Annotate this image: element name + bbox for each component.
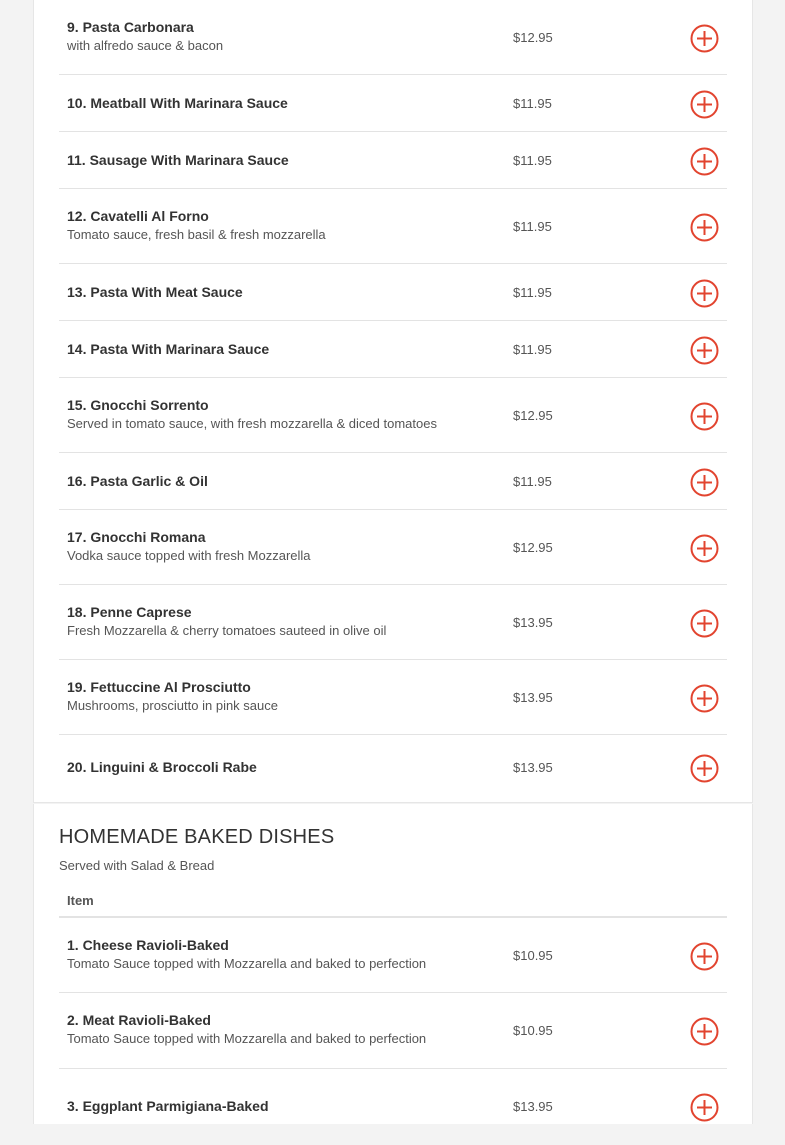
menu-item-description: Served in tomato sauce, with fresh mozzarella & diced tomatoes [67, 416, 437, 431]
menu-item-name: 18. Penne Caprese [67, 604, 192, 620]
menu-item-row[interactable] [59, 660, 727, 735]
menu-item-row[interactable] [59, 75, 727, 132]
menu-item-price: $12.95 [513, 30, 553, 45]
menu-item-description: Tomato Sauce topped with Mozzarella and baked to perfection [67, 956, 427, 971]
plus-circle-icon [690, 1017, 719, 1046]
menu-item-row[interactable] [59, 321, 727, 378]
menu-item-name: 12. Cavatelli Al Forno [67, 208, 209, 224]
menu-item-price: $11.95 [513, 219, 552, 234]
plus-circle-icon [690, 609, 719, 638]
plus-circle-icon [690, 147, 719, 176]
add-to-order-button[interactable] [690, 754, 719, 783]
plus-circle-icon [690, 684, 719, 713]
menu-item-name: 10. Meatball With Marinara Sauce [67, 95, 288, 111]
menu-item-description: Tomato sauce, fresh basil & fresh mozzarella [67, 227, 326, 242]
plus-circle-icon [690, 213, 719, 242]
plus-circle-icon [690, 468, 719, 497]
column-header [59, 888, 727, 918]
add-to-order-button[interactable] [690, 468, 719, 497]
menu-item-name: 14. Pasta With Marinara Sauce [67, 341, 270, 357]
menu-item-price: $12.95 [513, 540, 553, 555]
menu-item-name: 16. Pasta Garlic & Oil [67, 473, 208, 489]
section-title: HOMEMADE BAKED DISHES [59, 826, 335, 848]
menu-item-row[interactable] [59, 993, 727, 1069]
menu-item-description: Fresh Mozzarella & cherry tomatoes sauteed in olive oil [67, 623, 387, 638]
menu-item-price: $10.95 [513, 1023, 553, 1038]
menu-item-row[interactable] [59, 735, 727, 801]
menu-item-price: $11.95 [513, 96, 552, 111]
menu-item-name: 1. Cheese Ravioli-Baked [67, 937, 229, 953]
menu-item-name: 11. Sausage With Marinara Sauce [67, 152, 289, 168]
add-to-order-button[interactable] [690, 213, 719, 242]
column-header-item: Item [67, 893, 94, 908]
menu-item-price: $13.95 [513, 690, 553, 705]
add-to-order-button[interactable] [690, 1093, 719, 1122]
menu-item-name: 20. Linguini & Broccoli Rabe [67, 759, 257, 775]
add-to-order-button[interactable] [690, 336, 719, 365]
add-to-order-button[interactable] [690, 684, 719, 713]
menu-item-name: 19. Fettuccine Al Prosciutto [67, 679, 251, 695]
menu-section-baked [33, 804, 753, 1124]
plus-circle-icon [690, 942, 719, 971]
plus-circle-icon [690, 1093, 719, 1122]
menu-item-row[interactable] [59, 585, 727, 660]
add-to-order-button[interactable] [690, 147, 719, 176]
menu-item-row[interactable] [59, 918, 727, 993]
plus-circle-icon [690, 402, 719, 431]
menu-section-pasta [33, 0, 753, 803]
add-to-order-button[interactable] [690, 534, 719, 563]
menu-item-row[interactable] [59, 1069, 727, 1145]
add-to-order-button[interactable] [690, 1017, 719, 1046]
menu-item-row[interactable] [59, 378, 727, 453]
menu-item-description: Mushrooms, prosciutto in pink sauce [67, 698, 278, 713]
menu-item-description: Vodka sauce topped with fresh Mozzarella [67, 548, 311, 563]
menu-item-name: 9. Pasta Carbonara [67, 19, 194, 35]
add-to-order-button[interactable] [690, 279, 719, 308]
menu-item-price: $13.95 [513, 615, 553, 630]
menu-item-row[interactable] [59, 132, 727, 189]
menu-item-row[interactable] [59, 264, 727, 321]
menu-item-list [59, 0, 727, 801]
plus-circle-icon [690, 754, 719, 783]
plus-circle-icon [690, 336, 719, 365]
menu-item-description: with alfredo sauce & bacon [67, 38, 224, 53]
add-to-order-button[interactable] [690, 942, 719, 971]
plus-circle-icon [690, 90, 719, 119]
menu-item-row[interactable] [59, 0, 727, 75]
menu-item-name: 3. Eggplant Parmigiana-Baked [67, 1098, 269, 1114]
plus-circle-icon [690, 279, 719, 308]
menu-item-price: $11.95 [513, 285, 552, 300]
menu-item-description: Tomato Sauce topped with Mozzarella and baked to perfection [67, 1031, 427, 1046]
add-to-order-button[interactable] [690, 402, 719, 431]
menu-item-row[interactable] [59, 189, 727, 264]
menu-item-price: $13.95 [513, 760, 553, 775]
menu-item-name: 13. Pasta With Meat Sauce [67, 284, 243, 300]
menu-item-price: $12.95 [513, 408, 553, 423]
menu-item-list [59, 918, 727, 1145]
menu-item-price: $11.95 [513, 342, 552, 357]
menu-item-name: 2. Meat Ravioli-Baked [67, 1012, 211, 1028]
menu-item-row[interactable] [59, 453, 727, 510]
add-to-order-button[interactable] [690, 24, 719, 53]
menu-item-price: $10.95 [513, 948, 553, 963]
plus-circle-icon [690, 534, 719, 563]
add-to-order-button[interactable] [690, 90, 719, 119]
section-subtitle: Served with Salad & Bread [59, 858, 215, 873]
menu-item-name: 15. Gnocchi Sorrento [67, 397, 209, 413]
plus-circle-icon [690, 24, 719, 53]
menu-item-row[interactable] [59, 510, 727, 585]
add-to-order-button[interactable] [690, 609, 719, 638]
menu-item-price: $13.95 [513, 1099, 553, 1114]
menu-item-price: $11.95 [513, 153, 552, 168]
menu-item-name: 17. Gnocchi Romana [67, 529, 206, 545]
menu-item-price: $11.95 [513, 474, 552, 489]
